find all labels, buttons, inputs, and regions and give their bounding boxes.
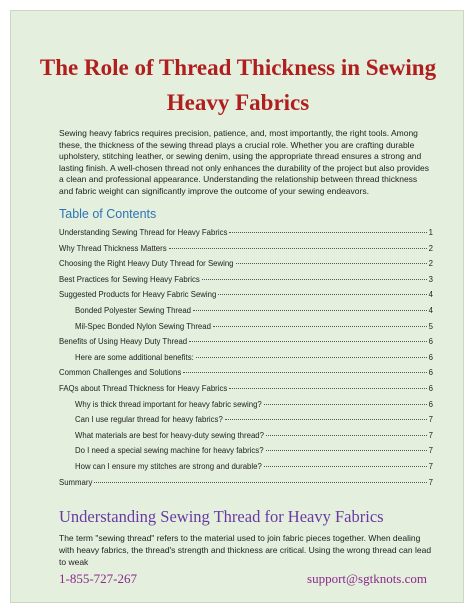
toc-entry-page: 2 <box>428 259 433 269</box>
toc-entry-label: Summary <box>59 477 93 487</box>
toc-entry-page: 6 <box>428 383 433 393</box>
section-body-paragraph: The term "sewing thread" refers to the material used to join fabric pieces together. When dealing with heavy fabrics, the thread's strength and thickness are critical. Using the wrong thread can lead to weak <box>59 533 432 567</box>
footer-email[interactable]: support@sgtknots.com <box>307 571 427 586</box>
toc-entry-label: FAQs about Thread Thickness for Heavy Fabrics <box>59 383 228 393</box>
toc-entry-page: 7 <box>428 446 433 456</box>
document-title-line-1: The Role of Thread Thickness in Sewing <box>39 55 437 80</box>
toc-entry[interactable] <box>59 319 433 335</box>
toc-entry-label: Understanding Sewing Thread for Heavy Fabrics <box>59 228 228 237</box>
toc-entry[interactable] <box>59 397 433 413</box>
document-page <box>10 10 464 603</box>
toc-leader-dots <box>236 263 427 264</box>
toc-entry-label: Why is thick thread important for heavy fabric sewing? <box>75 399 262 409</box>
toc-entry-page: 1 <box>428 228 433 237</box>
toc-entry-label: How can I ensure my stitches are strong and durable? <box>75 461 262 471</box>
toc-entry-label: Do I need a special sewing machine for heavy fabrics? <box>75 446 264 456</box>
toc-entry[interactable] <box>59 428 433 444</box>
toc-entry-page: 4 <box>428 305 433 315</box>
toc-leader-dots <box>213 326 427 327</box>
toc-entry[interactable] <box>59 303 433 319</box>
toc-entry-page: 7 <box>428 461 433 471</box>
toc-entry-label: Suggested Products for Heavy Fabric Sewing <box>59 290 217 300</box>
toc-leader-dots <box>196 357 427 358</box>
toc-entry[interactable] <box>59 365 433 381</box>
toc-leader-dots <box>183 372 426 373</box>
toc-entry-label: Can I use regular thread for heavy fabrics? <box>75 415 223 425</box>
table-of-contents <box>59 225 433 490</box>
toc-entry[interactable] <box>59 225 433 241</box>
toc-leader-dots <box>193 310 427 311</box>
toc-leader-dots <box>225 419 427 420</box>
toc-entry-page: 5 <box>428 321 433 331</box>
toc-entry-page: 7 <box>428 430 433 440</box>
toc-leader-dots <box>202 279 427 280</box>
toc-entry-page: 6 <box>428 368 433 378</box>
toc-entry-label: Mil-Spec Bonded Nylon Sewing Thread <box>75 321 211 331</box>
toc-leader-dots <box>189 341 427 342</box>
toc-entry-label: Choosing the Right Heavy Duty Thread for Sewing <box>59 259 234 269</box>
intro-paragraph: Sewing heavy fabrics requires precision, patience, and, most importantly, the right tools. Among these, the thickness of the sewing thread plays a crucial role. Whether you are crafting durable upholstery, stitching leather, or sewing denim, using the appropriate thread ensures a strong and lasting finish. A well-chosen thread not only enhances the durability of the project but also provides a clean and professional appearance. Understanding the relationship between thread thickness and fabric weight can significantly improve the outcome of your sewing endeavors. <box>59 128 429 196</box>
toc-leader-dots <box>229 232 426 233</box>
toc-entry[interactable] <box>59 287 433 303</box>
toc-entry-label: Here are some additional benefits: <box>75 352 194 362</box>
toc-entry-label: What materials are best for heavy-duty sewing thread? <box>75 430 264 440</box>
toc-entry[interactable] <box>59 272 433 288</box>
toc-leader-dots <box>264 466 427 467</box>
toc-entry[interactable] <box>59 350 433 366</box>
toc-leader-dots <box>266 435 427 436</box>
toc-entry-label: Common Challenges and Solutions <box>59 368 182 378</box>
toc-entry-page: 2 <box>428 243 433 253</box>
toc-entry[interactable] <box>59 443 433 459</box>
toc-leader-dots <box>264 404 427 405</box>
toc-leader-dots <box>94 482 426 483</box>
toc-entry-page: 6 <box>428 337 433 347</box>
toc-entry[interactable] <box>59 459 433 475</box>
toc-leader-dots <box>169 248 427 249</box>
toc-leader-dots <box>218 294 426 295</box>
toc-entry[interactable] <box>59 412 433 428</box>
toc-leader-dots <box>266 450 427 451</box>
toc-entry[interactable] <box>59 381 433 397</box>
toc-heading: Table of Contents <box>59 207 157 221</box>
toc-entry[interactable] <box>59 334 433 350</box>
toc-leader-dots <box>229 388 426 389</box>
toc-entry-page: 6 <box>428 399 433 409</box>
toc-entry[interactable] <box>59 475 433 491</box>
section-heading: Understanding Sewing Thread for Heavy Fabrics <box>59 507 384 526</box>
toc-entry-page: 7 <box>428 477 433 487</box>
toc-entry[interactable] <box>59 241 433 257</box>
toc-entry-label: Bonded Polyester Sewing Thread <box>75 305 192 315</box>
footer-phone[interactable]: 1-855-727-267 <box>59 571 137 586</box>
toc-entry-page: 6 <box>428 352 433 362</box>
toc-entry-page: 3 <box>428 274 433 284</box>
toc-entry-label: Best Practices for Sewing Heavy Fabrics <box>59 274 200 284</box>
document-title-line-2: Heavy Fabrics <box>166 90 310 115</box>
toc-entry[interactable] <box>59 256 433 272</box>
toc-entry-page: 4 <box>428 290 433 300</box>
toc-entry-page: 7 <box>428 415 433 425</box>
toc-entry-label: Why Thread Thickness Matters <box>59 243 167 253</box>
toc-entry-label: Benefits of Using Heavy Duty Thread <box>59 337 188 347</box>
